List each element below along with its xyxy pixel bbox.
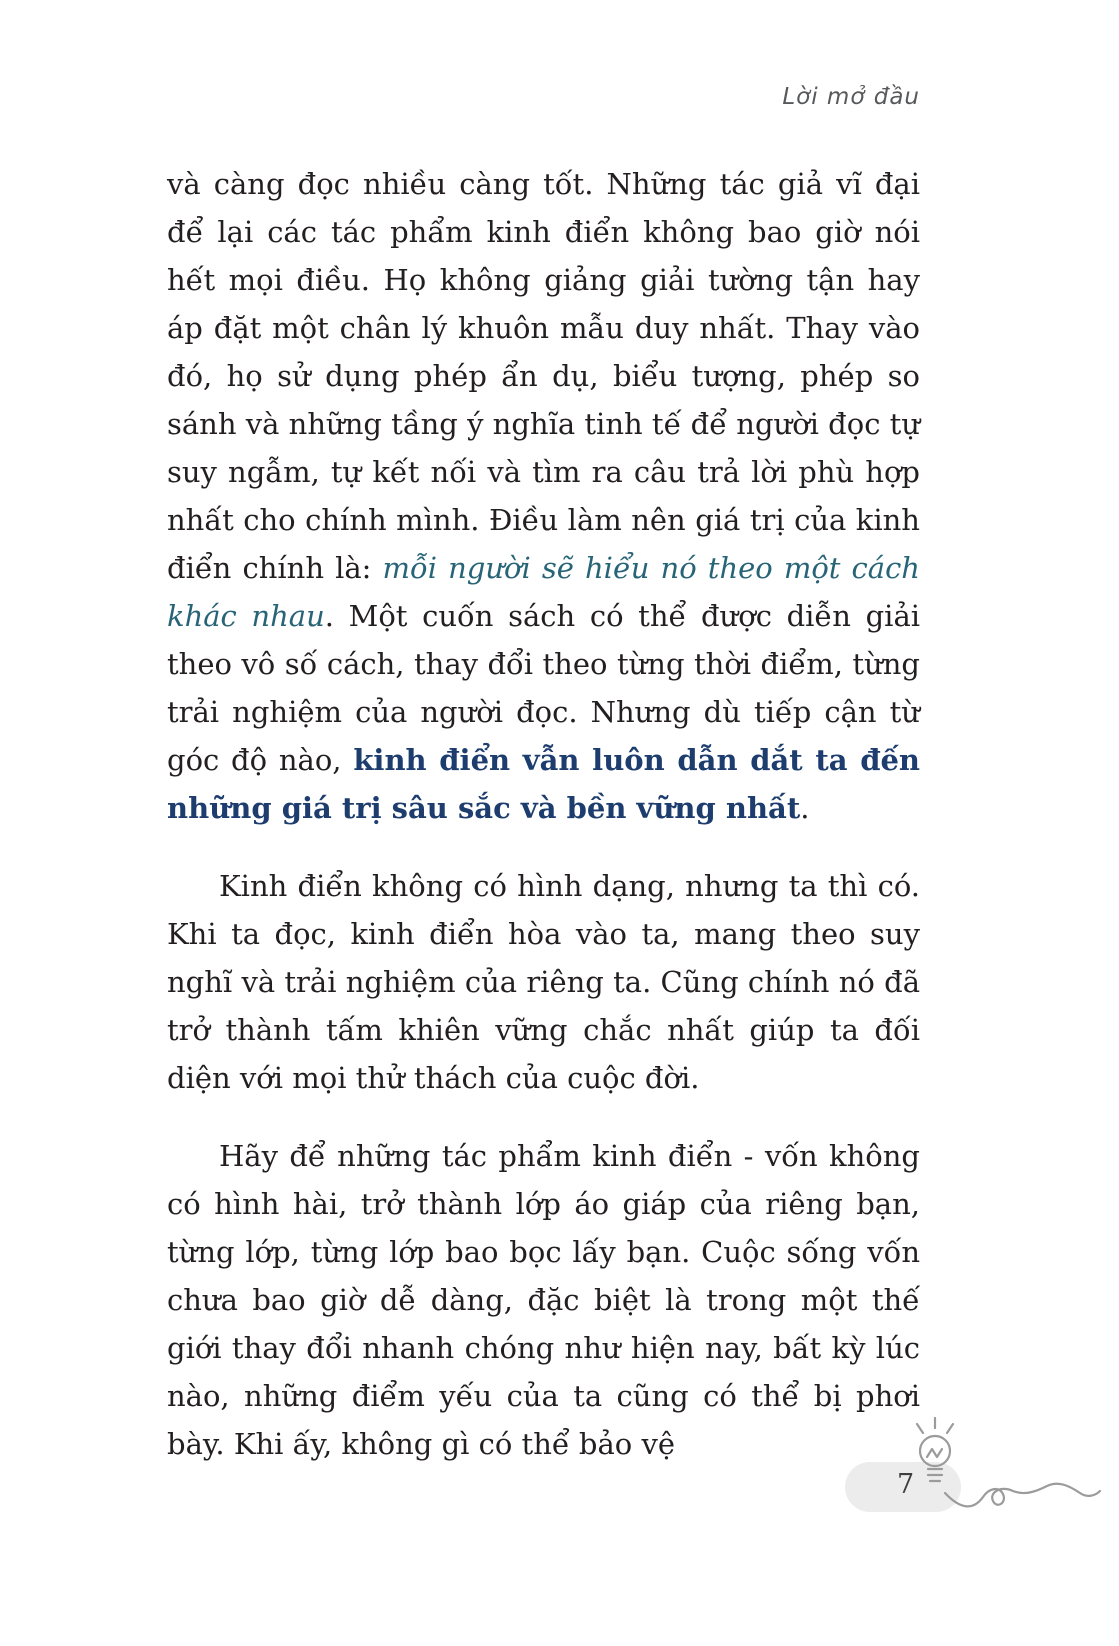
text-segment: Hãy để những tác phẩm kinh điển - vốn không có hình hài, trở thành lớp áo giáp của riêng bạn, từng lớp, từng lớp bao bọc lấy bạn. Cuộc sống vốn chưa bao giờ dễ dàng, đặc biệt là trong một thế giới thay đổi nhanh chóng như hiện nay, bất kỳ lúc nào, những điểm yếu của ta cũng có thể bị phơi bày. Khi ấy, không gì có thể bảo vệ bbox=[167, 1139, 920, 1461]
page-header: Lời mở đầu bbox=[782, 84, 920, 110]
page-number: 7 bbox=[897, 1469, 915, 1500]
text-segment: Kinh điển không có hình dạng, nhưng ta thì có. Khi ta đọc, kinh điển hòa vào ta, mang theo suy nghĩ và trải nghiệm của riêng ta. Cũng chính nó đã trở thành tấm khiên vững chắc nhất giúp ta đối diện với mọi thử thách của cuộc đời. bbox=[167, 869, 920, 1095]
lightbulb-doodle-icon bbox=[905, 1415, 1105, 1530]
paragraph bbox=[167, 160, 920, 832]
paragraph bbox=[167, 862, 920, 1102]
text-segment: kinh điển vẫn luôn dẫn dắt ta đến những giá trị sâu sắc và bền vững nhất bbox=[167, 743, 921, 825]
text-block bbox=[167, 160, 920, 1498]
text-segment: . bbox=[800, 791, 810, 825]
text-segment: và càng đọc nhiều càng tốt. Những tác giả vĩ đại để lại các tác phẩm kinh điển không bao giờ nói hết mọi điều. Họ không giảng giải tường tận hay áp đặt một chân lý khuôn mẫu duy nhất. Thay vào đó, họ sử dụng phép ẩn dụ, biểu tượng, phép so sánh và những tầng ý nghĩa tinh tế để người đọc tự suy ngẫm, tự kết nối và tìm ra câu trả lời phù hợp nhất cho chính mình. Điều làm nên giá trị của kinh điển chính là: bbox=[167, 167, 920, 585]
paragraph bbox=[167, 1132, 920, 1468]
text-segment: mỗi người sẽ hiểu nó theo một cách khác nhau bbox=[167, 551, 920, 633]
page-footer bbox=[845, 1415, 1105, 1530]
text-segment: . Một cuốn sách có thể được diễn giải theo vô số cách, thay đổi theo từng thời điểm, từng trải nghiệm của người đọc. Nhưng dù tiếp cận từ góc độ nào, bbox=[167, 599, 921, 777]
